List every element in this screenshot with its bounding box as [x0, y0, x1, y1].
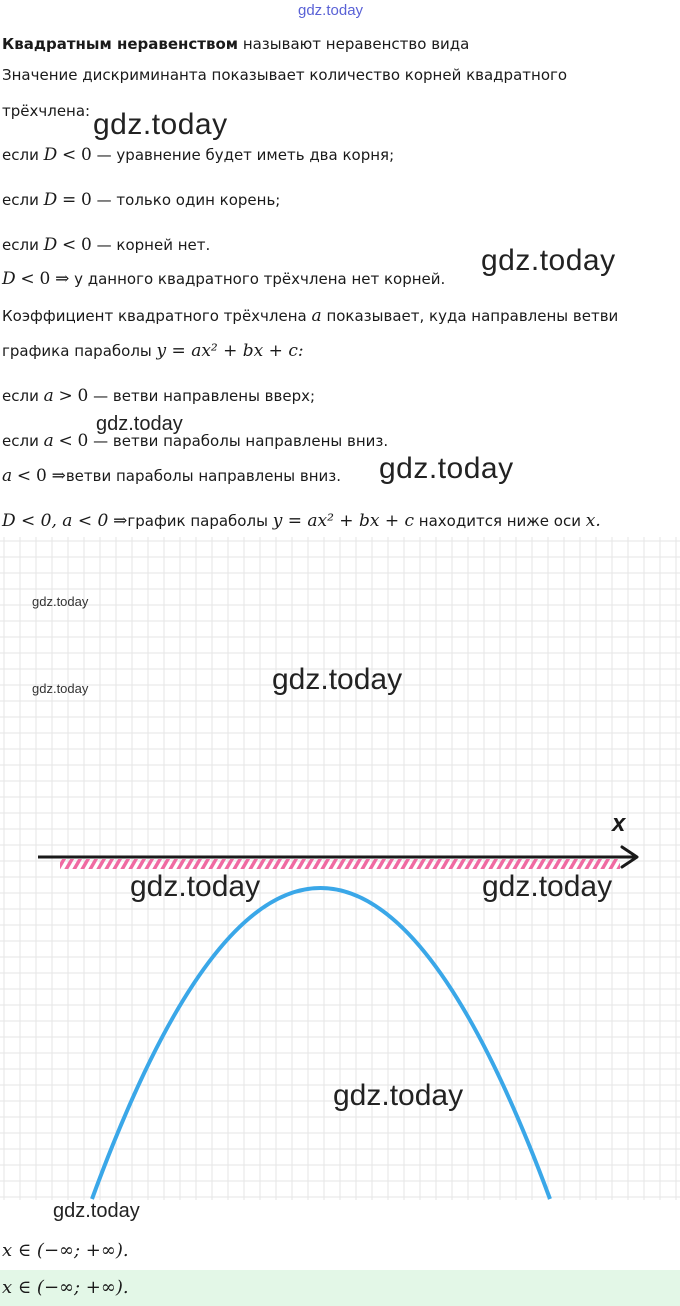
parabola-line: графика параболы y = ax² + bx + c:: [2, 341, 304, 361]
watermark: gdz.today: [53, 1200, 140, 1222]
watermark: gdz.today: [333, 1079, 464, 1112]
watermark: gdz.today: [32, 681, 89, 696]
watermark: gdz.today: [379, 452, 514, 485]
case-branches-down: если a < 0 — ветви параболы направлены вниз.: [2, 431, 389, 451]
conclusion-below-axis: D < 0, a < 0 ⇒график параболы y = ax² + bx + c находится ниже оси x.: [2, 511, 601, 531]
parabola-graph: [0, 537, 680, 1200]
watermark: gdz.today: [130, 870, 261, 903]
answer-plain: x ∈ (−∞; +∞).: [2, 1240, 129, 1261]
watermark: gdz.today: [93, 108, 228, 141]
hatched-region: [60, 859, 620, 869]
definition-line: [2, 34, 469, 54]
case-two-roots: если D < 0 — уравнение будет иметь два корня;: [2, 145, 395, 165]
parabola-curve: [92, 888, 550, 1199]
case-one-root: если D = 0 — только один корень;: [2, 190, 281, 210]
coefficient-line: Коэффициент квадратного трёхчлена a показывает, куда направлены ветви: [2, 306, 619, 326]
answer-highlighted: x ∈ (−∞; +∞).: [2, 1277, 129, 1298]
case-no-roots: если D < 0 — корней нет.: [2, 235, 211, 255]
watermark: gdz.today: [32, 594, 89, 609]
watermark: gdz.today: [272, 663, 403, 696]
watermark: gdz.today: [482, 870, 613, 903]
discriminant-line: Значение дискриминанта показывает количество корней квадратного: [2, 66, 568, 84]
top-watermark: gdz.today: [298, 2, 364, 19]
trinomial-label: трёхчлена:: [2, 102, 91, 120]
watermark: gdz.today: [96, 413, 183, 435]
case-branches-up: если a > 0 — ветви направлены вверх;: [2, 386, 316, 406]
definition-term: Квадратным неравенством: [2, 35, 239, 53]
definition-rest: называют неравенство вида: [242, 35, 470, 53]
watermark: gdz.today: [481, 244, 616, 277]
x-axis-label: x: [612, 810, 626, 837]
conclusion-no-roots: D < 0 ⇒ у данного квадратного трёхчлена нет корней.: [2, 269, 446, 289]
conclusion-branches-down: a < 0 ⇒ветви параболы направлены вниз.: [2, 466, 342, 486]
